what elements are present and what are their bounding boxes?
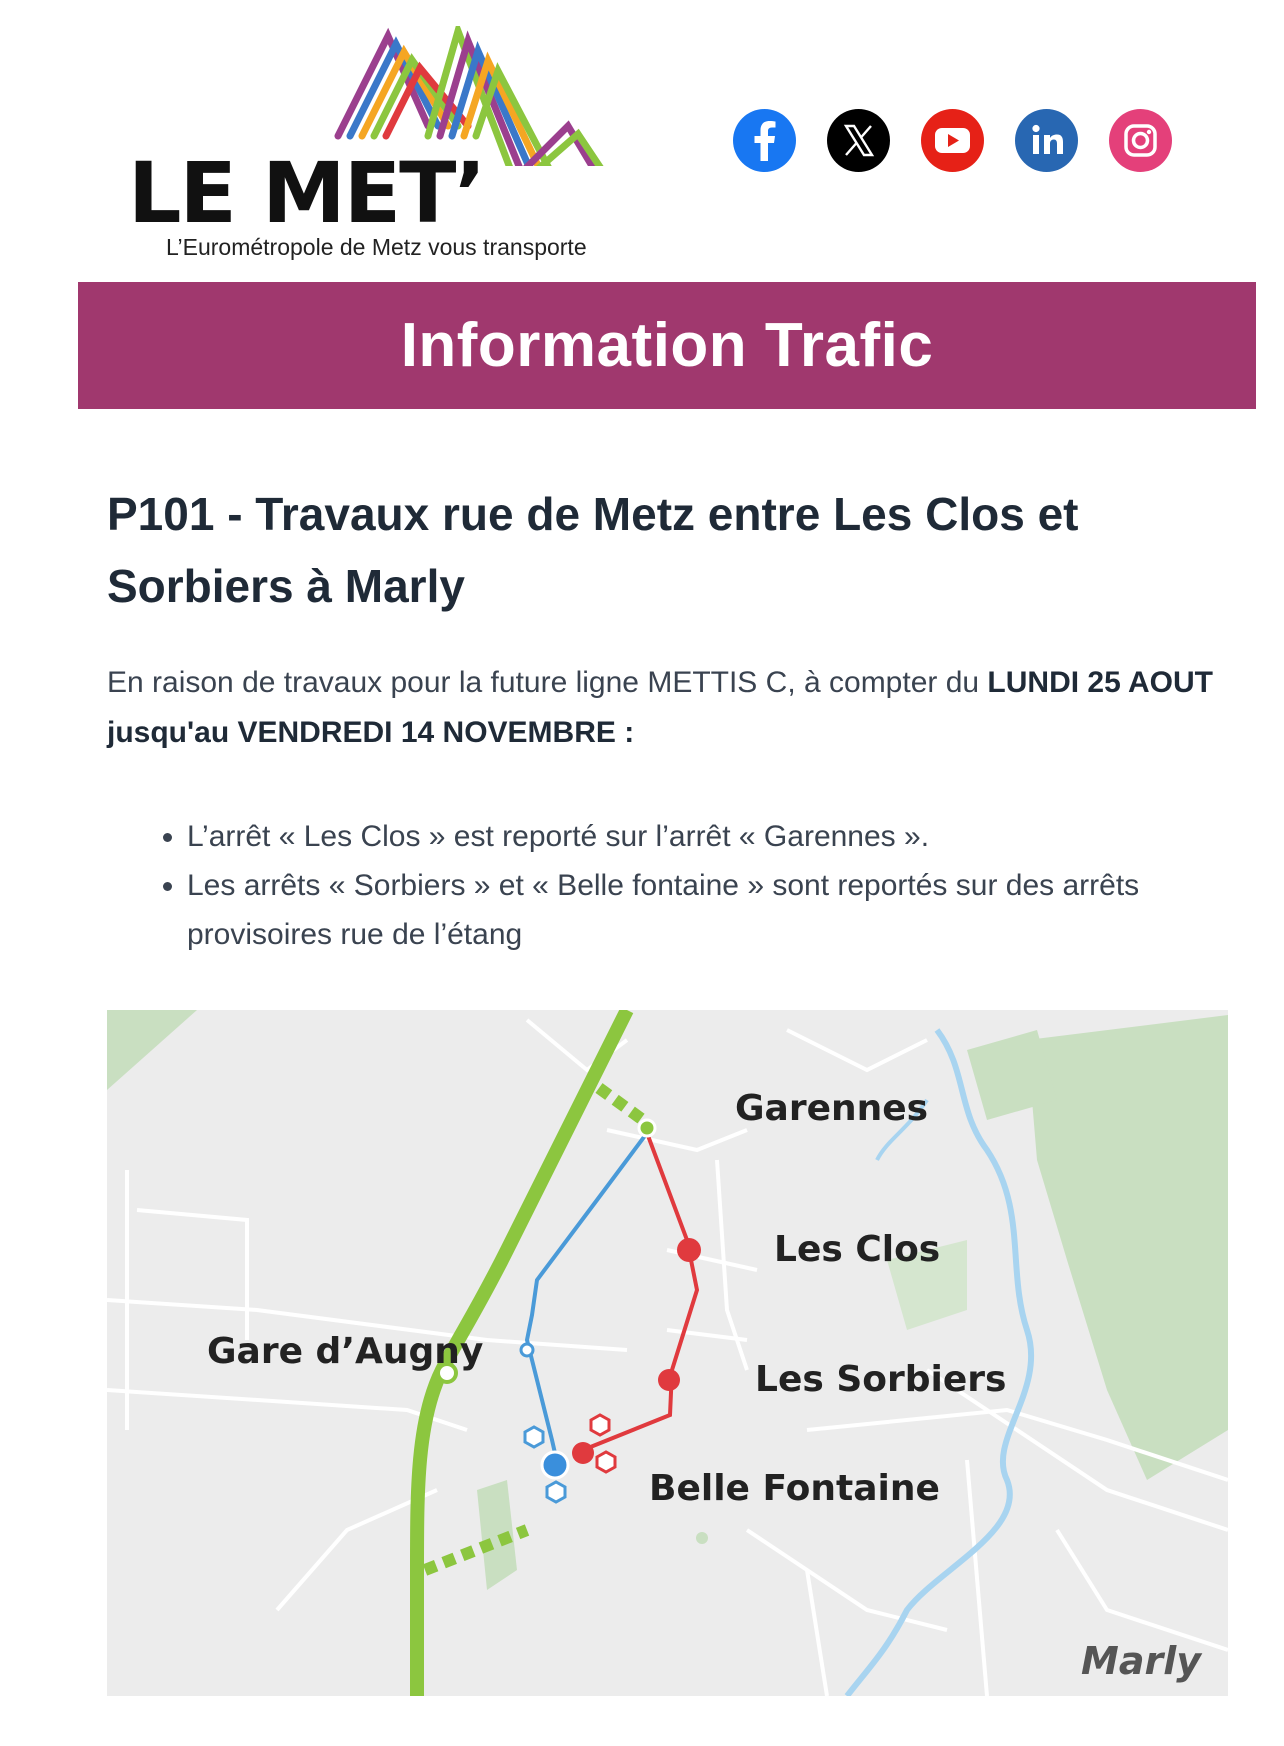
article xyxy=(107,478,1237,959)
green-area xyxy=(477,1480,517,1590)
instagram-icon[interactable] xyxy=(1109,109,1172,172)
list-item: • Les arrêts « Sorbiers » et « Belle fontaine » sont reportés sur des arrêts provisoires rue de l’étang xyxy=(187,861,1237,959)
logo-wordmark: LE MET’ xyxy=(128,144,485,242)
forest-area xyxy=(1027,1015,1228,1480)
temporary-stop-icon xyxy=(525,1427,543,1447)
temporary-stop-icon xyxy=(597,1452,615,1472)
les-sorbiers-stop-marker[interactable] xyxy=(658,1369,680,1391)
facebook-icon[interactable] xyxy=(733,109,796,172)
intro-text: En raison de travaux pour la future ligne METTIS C, à compter du xyxy=(107,666,988,699)
map-point xyxy=(696,1532,708,1544)
les-clos-stop-marker[interactable] xyxy=(677,1238,701,1262)
intro-dates: LUNDI 25 AOUT jusqu'au VENDREDI 14 NOVEMBRE : xyxy=(107,666,1213,749)
detour-map[interactable] xyxy=(107,1010,1228,1696)
list-item: • L’arrêt « Les Clos » est reporté sur l’arrêt « Garennes ». xyxy=(187,812,1237,861)
article-headline: P101 - Travaux rue de Metz entre Les Clos et Sorbiers à Marly xyxy=(107,488,1079,612)
youtube-icon[interactable] xyxy=(921,109,984,172)
map-label-les-clos: Les Clos xyxy=(774,1229,941,1270)
logo-tagline: L’Eurométropole de Metz vous transporte xyxy=(166,234,587,260)
temporary-stop-icon xyxy=(547,1482,565,1502)
mettis-branch-dashed xyxy=(599,1088,643,1120)
map-label-gare-augny: Gare d’Augny xyxy=(207,1331,484,1372)
garennes-stop-marker[interactable] xyxy=(639,1120,655,1136)
stop-changes-list xyxy=(107,812,1237,959)
belle-fontaine-stop-marker[interactable] xyxy=(542,1452,568,1478)
green-area xyxy=(107,1010,197,1090)
belle-fontaine-old-stop-marker[interactable] xyxy=(572,1442,594,1464)
map-label-garennes: Garennes xyxy=(735,1088,929,1129)
map-label-belle-fontaine: Belle Fontaine xyxy=(649,1468,940,1509)
detour-stop-marker[interactable] xyxy=(521,1344,533,1356)
social-links xyxy=(733,109,1172,172)
map-label-les-sorbiers: Les Sorbiers xyxy=(755,1359,1007,1400)
banner-title: Information Trafic xyxy=(400,311,934,380)
temporary-stop-icon xyxy=(591,1415,609,1435)
article-intro xyxy=(107,658,1237,758)
map-graphic xyxy=(107,1010,1228,1696)
info-banner xyxy=(78,282,1256,409)
linkedin-icon[interactable] xyxy=(1015,109,1078,172)
le-met-logo[interactable] xyxy=(128,26,628,266)
x-icon[interactable] xyxy=(827,109,890,172)
map-label-marly: Marly xyxy=(1081,1639,1201,1683)
closed-route xyxy=(583,1133,697,1450)
